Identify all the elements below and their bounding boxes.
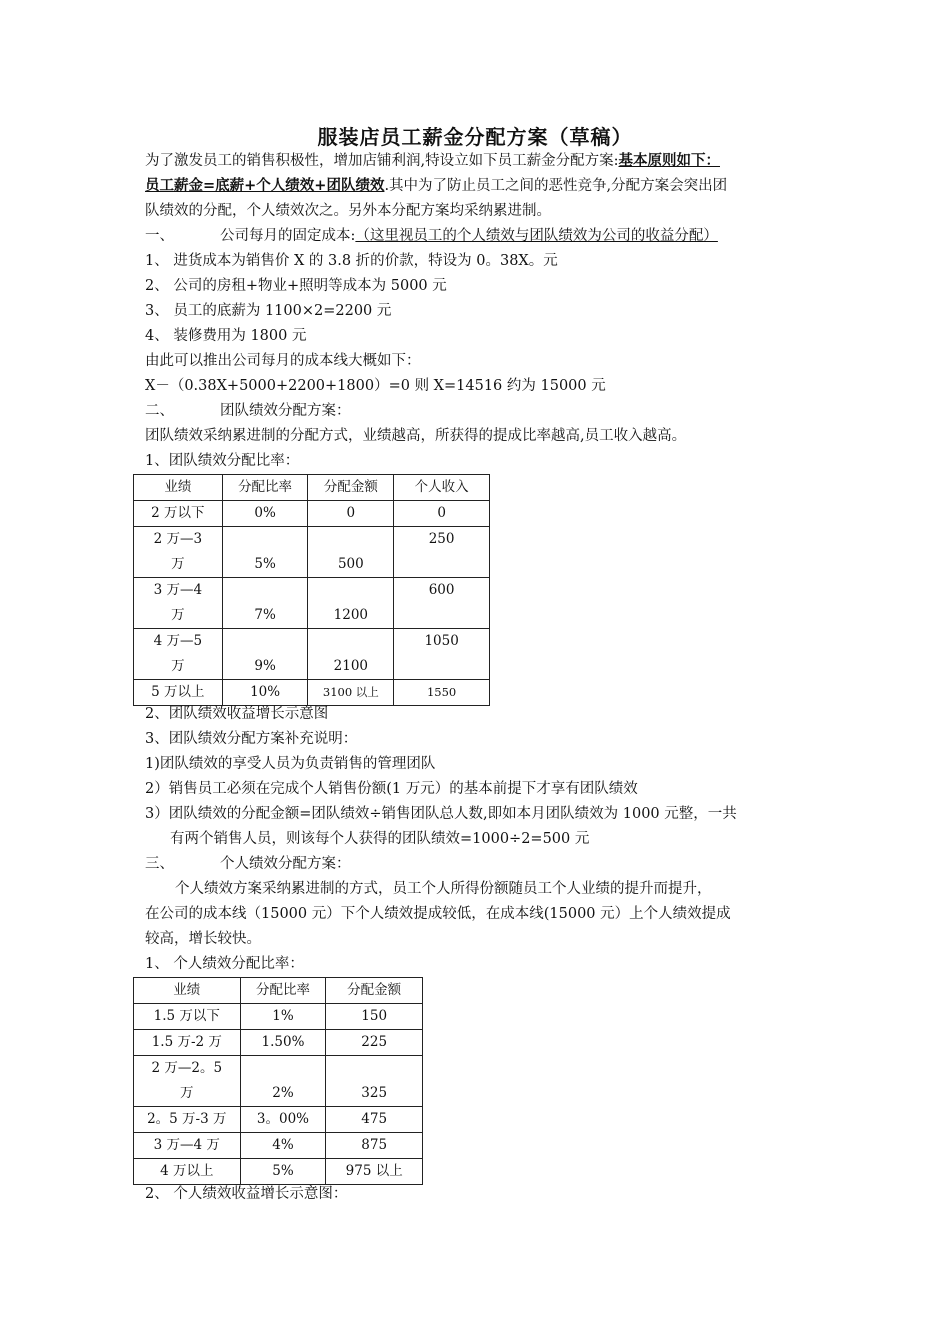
- intro-text: 为了激发员工的销售积极性，增加店铺利润,特设立如下员工薪金分配方案:: [145, 153, 619, 169]
- table-cell: 1%: [240, 1004, 326, 1030]
- table-row: [134, 1107, 423, 1133]
- intro-line-3: 队绩效的分配，个人绩效次之。另外本分配方案均采纳累进制。: [145, 203, 551, 219]
- table-cell: 0: [394, 501, 490, 527]
- table-cell: 3 万—4 万: [134, 1133, 241, 1159]
- table-cell: 0: [308, 501, 394, 527]
- cell-line: 2 万—2。5: [151, 1060, 223, 1076]
- table-cell: 325: [326, 1056, 423, 1107]
- table-header-row: [134, 978, 423, 1004]
- table-row: [134, 1004, 423, 1030]
- table-cell: 2 万以下: [134, 501, 223, 527]
- cell-line: 万: [171, 556, 185, 572]
- table-cell: 5%: [222, 527, 308, 578]
- section3-desc: 较高，增长较快。: [145, 931, 261, 947]
- table-cell: [134, 578, 223, 629]
- header-cell: 分配比率: [222, 475, 308, 501]
- table-cell: 1.5 万-2 万: [134, 1030, 241, 1056]
- table-cell: 5 万以上: [134, 680, 223, 706]
- table-row: [134, 1159, 423, 1185]
- table-cell: 1050: [394, 629, 490, 680]
- personal-chart-caption: 2、 个人绩效收益增长示意图：: [145, 1186, 348, 1202]
- table-cell: 4%: [240, 1133, 326, 1159]
- section2-desc: 团队绩效采纳累进制的分配方式，业绩越高，所获得的提成比率越高,员工收入越高。: [145, 428, 687, 444]
- team-note: 1)团队绩效的享受人员为负责销售的管理团队: [145, 756, 436, 772]
- section-note: （这里视员工的个人绩效与团队绩效为公司的收益分配）: [355, 228, 718, 244]
- table-cell: 9%: [222, 629, 308, 680]
- table-header-row: [134, 475, 490, 501]
- table-cell: 500: [308, 527, 394, 578]
- section3-desc: 在公司的成本线（15000 元）下个人绩效提成较低，在成本线(15000 元）上个人绩效提成: [145, 906, 731, 922]
- section-number: 三、: [145, 856, 174, 872]
- table-cell: 475: [326, 1107, 423, 1133]
- team-table-title: 1、团队绩效分配比率：: [145, 453, 300, 469]
- table-cell: 975 以上: [326, 1159, 423, 1185]
- derive-text: 由此可以推出公司每月的成本线大概如下：: [145, 353, 421, 369]
- header-cell: 分配比率: [240, 978, 326, 1004]
- table-cell: 150: [326, 1004, 423, 1030]
- table-row: [134, 527, 490, 578]
- salary-formula: 员工薪金=底薪+个人绩效+团队绩效: [145, 177, 385, 194]
- table-cell: 1.5 万以下: [134, 1004, 241, 1030]
- header-cell: 业绩: [134, 978, 241, 1004]
- personal-table-title: 1、 个人绩效分配比率：: [145, 956, 304, 972]
- personal-bonus-table: [133, 977, 423, 1185]
- table-row: [134, 501, 490, 527]
- header-cell: 业绩: [134, 475, 223, 501]
- table-row: [134, 680, 490, 706]
- team-bonus-table: [133, 474, 490, 706]
- cost-formula: X－（0.38X+5000+2200+1800）=0 则 X=14516 约为 15000 元: [145, 378, 606, 394]
- table-row: [134, 1030, 423, 1056]
- table-row: [134, 578, 490, 629]
- team-note-continued: 有两个销售人员，则该每个人获得的团队绩效=1000÷2=500 元: [170, 831, 590, 847]
- table-cell: [134, 629, 223, 680]
- table-cell: 2100: [308, 629, 394, 680]
- page-title: 服装店员工薪金分配方案（草稿）: [317, 125, 633, 149]
- table-cell: 5%: [240, 1159, 326, 1185]
- section1-heading: [145, 226, 718, 246]
- table-cell: 0%: [222, 501, 308, 527]
- section-title: 公司每月的固定成本:: [220, 228, 356, 244]
- section-title: 个人绩效分配方案：: [220, 856, 351, 872]
- section-number: 二、: [145, 403, 174, 419]
- section3-heading: [145, 854, 351, 874]
- intro-line-2: [145, 176, 727, 196]
- table-cell: [134, 1056, 241, 1107]
- table-cell: 1550: [394, 680, 490, 706]
- cost-item: 1、 进货成本为销售价 X 的 3.8 折的价款，特设为 0。38X。元: [145, 253, 558, 269]
- team-chart-caption: 2、团队绩效收益增长示意图: [145, 706, 329, 722]
- table-cell: 3。00%: [240, 1107, 326, 1133]
- table-cell: 3100 以上: [308, 680, 394, 706]
- table-cell: 1200: [308, 578, 394, 629]
- cost-item: 3、 员工的底薪为 1100×2=2200 元: [145, 303, 392, 319]
- table-cell: 225: [326, 1030, 423, 1056]
- cell-line: 3 万—4: [153, 582, 203, 598]
- cost-item: 2、 公司的房租+物业+照明等成本为 5000 元: [145, 278, 447, 294]
- principle-heading: 基本原则如下：: [618, 152, 720, 169]
- team-notes-title: 3、团队绩效分配方案补充说明：: [145, 731, 358, 747]
- table-cell: 875: [326, 1133, 423, 1159]
- intro-line-1: [145, 151, 720, 171]
- intro-text: .其中为了防止员工之间的恶性竞争,分配方案会突出团: [384, 178, 728, 194]
- table-row: [134, 629, 490, 680]
- header-cell: 分配金额: [308, 475, 394, 501]
- table-cell: 250: [394, 527, 490, 578]
- table-cell: [134, 527, 223, 578]
- table-cell: 1.50%: [240, 1030, 326, 1056]
- section2-heading: [145, 401, 351, 421]
- section-number: 一、: [145, 228, 174, 244]
- cost-item: 4、 装修费用为 1800 元: [145, 328, 307, 344]
- section-title: 团队绩效分配方案：: [220, 403, 351, 419]
- cell-line: 4 万—5: [153, 633, 203, 649]
- cell-line: 万: [171, 607, 185, 623]
- header-cell: 分配金额: [326, 978, 423, 1004]
- team-note: 2）销售员工必须在完成个人销售份额(1 万元）的基本前提下才享有团队绩效: [145, 781, 638, 797]
- cell-line: 万: [180, 1085, 194, 1101]
- cell-line: 万: [171, 658, 185, 674]
- section3-desc: 个人绩效方案采纳累进制的方式，员工个人所得份额随员工个人业绩的提升而提升，: [175, 881, 712, 897]
- table-cell: 7%: [222, 578, 308, 629]
- table-row: [134, 1133, 423, 1159]
- table-cell: 10%: [222, 680, 308, 706]
- cell-line: 2 万—3: [153, 531, 203, 547]
- team-note: 3）团队绩效的分配金额=团队绩效÷销售团队总人数,即如本月团队绩效为 1000 元整，一共: [145, 806, 737, 822]
- table-cell: 600: [394, 578, 490, 629]
- table-cell: 4 万以上: [134, 1159, 241, 1185]
- table-row: [134, 1056, 423, 1107]
- table-cell: 2。5 万-3 万: [134, 1107, 241, 1133]
- header-cell: 个人收入: [394, 475, 490, 501]
- table-cell: 2%: [240, 1056, 326, 1107]
